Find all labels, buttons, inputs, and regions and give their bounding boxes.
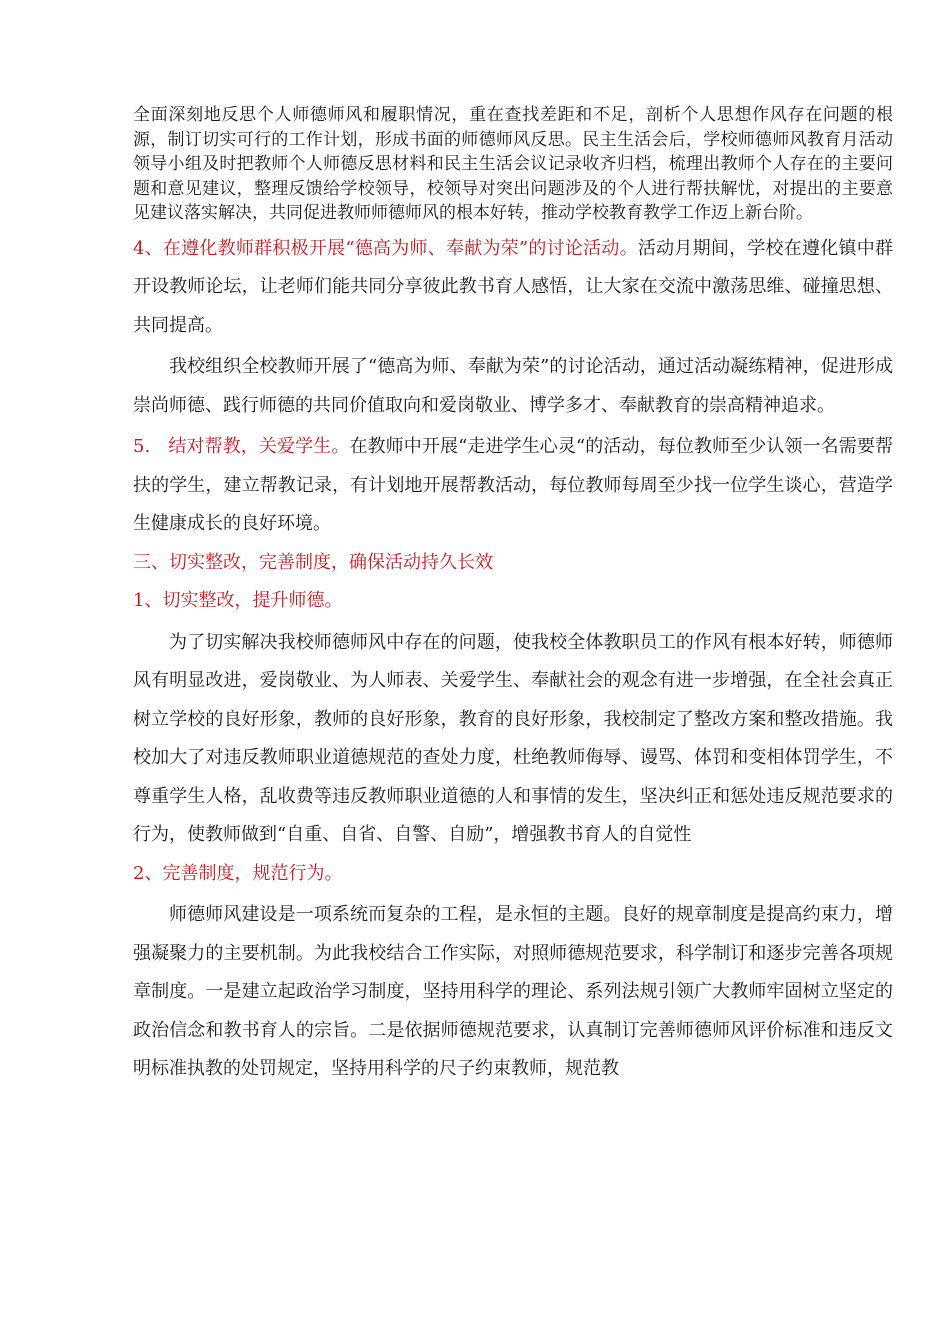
section-3-item-1-heading: 1、切实整改，提升师德。 <box>133 590 343 611</box>
section-3-heading: 三、切实整改，完善制度，确保活动持久长效 <box>133 551 493 573</box>
item-5-body: 在教师中开展“走进学生心灵“的活动，每位教师至少认领一名需要帮扶的学生，建立帮教记录，有计划地开展帮教活动，每位教师每周至少找一位学生谈心，营造学生健康成长的良好环境。 <box>133 436 893 534</box>
paragraph-reflection: 全面深刻地反思个人师德师风和履职情况，重在查找差距和不足，剖析个人思想作风存在问题的根源，制订切实可行的工作计划，形成书面的师德师风反思。民主生活会后，学校师德师风教育月活动领导小组及时把教师个人师德反思材料和民主生活会议记录收齐归档，梳理出教师个人存在的主要问题和意见建议，整理反馈给学校领导，校领导对突出问题涉及的个人进行帮扶解忧，对提出的主要意见建议落实解决，共同促进教师师德师风的根本好转，推动学校教育教学工作迈上新台阶。 <box>133 105 893 223</box>
item-5-heading: 5. 结对帮教，关爱学生。 <box>133 436 350 457</box>
section-3-item-2-body: 师德师风建设是一项系统而复杂的工程，是永恒的主题。良好的规章制度是提高约束力，增强凝聚力的主要机制。为此我校结合工作实际，对照师德规范要求，科学制订和逐步完善各项规章制度。一是建立起政治学习制度，坚持用科学的理论、系列法规引领广大教师牢固树立坚定的政治信念和教书育人的宗旨。二是依据师德规范要求，认真制订完善师德师风评价标准和违反文明标准执教的处罚规定，坚持用科学的尺子约束教师，规范教 <box>133 904 893 1079</box>
item-4-heading: 4、在遵化教师群积极开展“德高为师、奉献为荣”的讨论活动。 <box>133 237 638 259</box>
item-4-paragraph <box>133 230 893 346</box>
item-5-paragraph <box>133 428 893 544</box>
section-3-item-2-heading: 2、完善制度，规范行为。 <box>133 862 343 884</box>
section-3-item-1-body: 为了切实解决我校师德师风中存在的问题，使我校全体教职员工的作风有根本好转，师德师风有明显改进，爱岗敬业、为人师表、关爱学生、奉献社会的观念有进一步增强，在全社会真正树立学校的良好形象，教师的良好形象，教育的良好形象，我校制定了整改方案和整改措施。我校加大了对违反教师职业道德规范的查处力度，杜绝教师侮辱、谩骂、体罚和变相体罚学生，不尊重学生人格，乱收费等违反教师职业道德的人和事情的发生，坚决纠正和惩处违反规范要求的行为，使教师做到“自重、自省、自警、自励”，增强教书育人的自觉性 <box>133 631 893 845</box>
document-page <box>133 103 893 1089</box>
item-4-paragraph-2: 我校组织全校教师开展了“德高为师、奉献为荣”的讨论活动，通过活动凝练精神，促进形成崇尚师德、践行师德的共同价值取向和爱岗敬业、博学多才、奉献教育的崇高精神追求。 <box>133 356 893 416</box>
item-4-body: 活动月期间，学校在遵化镇中群开设教师论坛，让老师们能共同分享彼此教书育人感悟，让大家在交流中激荡思维、碰撞思想、共同提高。 <box>133 237 893 336</box>
